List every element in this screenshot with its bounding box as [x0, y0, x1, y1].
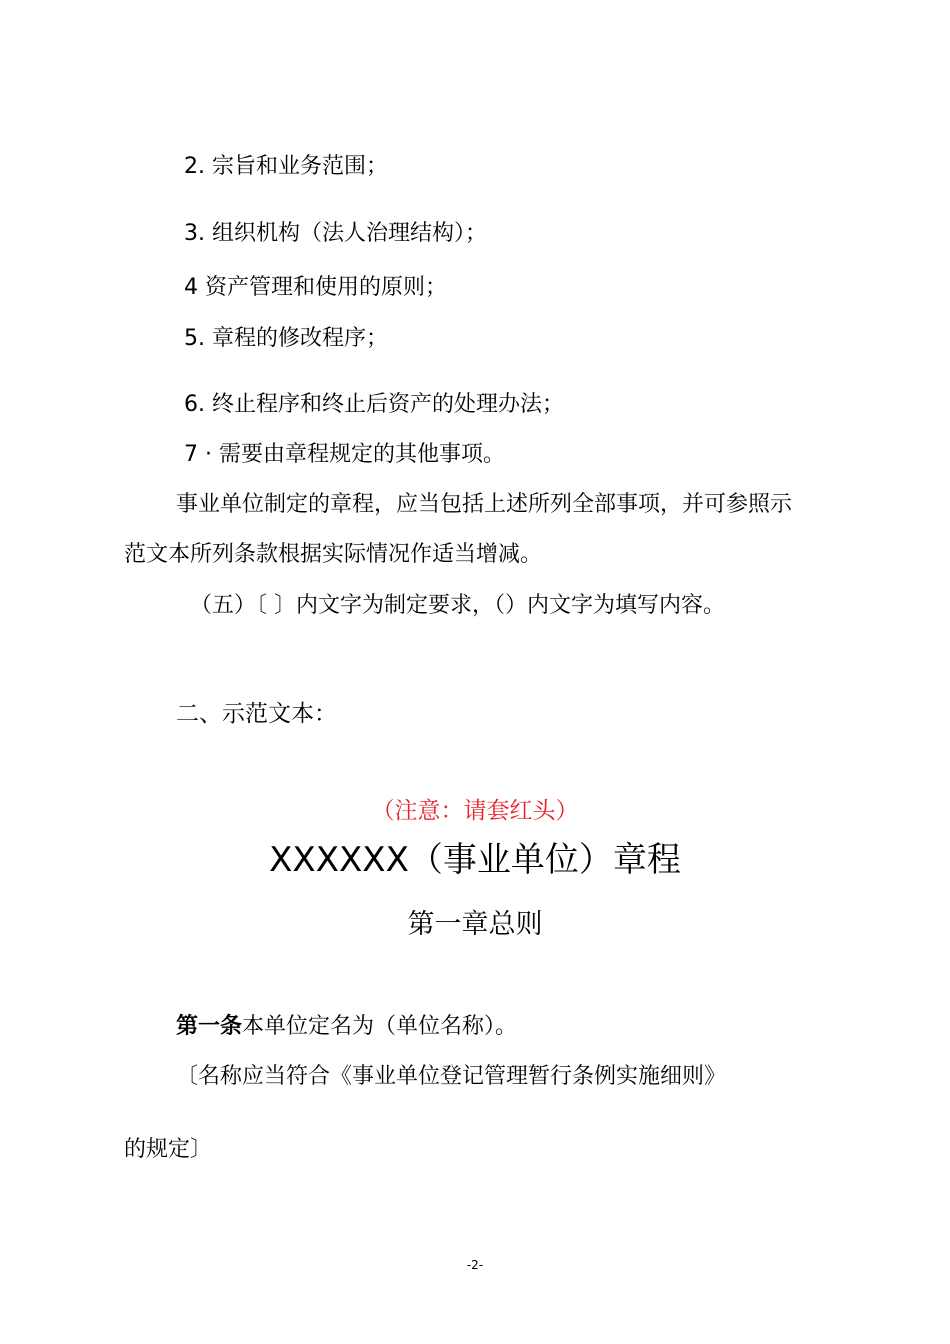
paragraph-line-1: 事业单位制定的章程，应当包括上述所列全部事项，并可参照示 [176, 492, 793, 517]
list-item-amendment: 5. 章程的修改程序； [184, 326, 388, 351]
list-item-purpose: 2. 宗旨和业务范围； [184, 154, 388, 179]
chapter-title: 第一章总则 [407, 909, 543, 940]
article-1-text: 本单位定名为（单位名称）。 [242, 1014, 518, 1039]
list-item-termination: 6. 终止程序和终止后资产的处理办法； [184, 392, 564, 417]
section-heading: 二、示范文本： [176, 701, 337, 727]
requirement-line-1: 〔名称应当符合《事业单位登记管理暂行条例实施细则》 [176, 1064, 727, 1089]
list-item-organization: 3. 组织机构（法人治理结构）； [184, 221, 487, 246]
article-1 [176, 1013, 517, 1041]
list-item-other-matters: 7 · 需要由章程规定的其他事项。 [184, 442, 505, 467]
red-header-notice: （注意：请套红头） [371, 798, 579, 824]
paragraph-line-2: 范文本所列条款根据实际情况作适当增减。 [124, 542, 543, 567]
bracket-note: （五）〔 〕内文字为制定要求，（）内文字为填写内容。 [190, 593, 725, 618]
requirement-line-2: 的规定〕 [124, 1137, 213, 1162]
document-title: XXXXXX（事业单位）章程 [269, 840, 681, 880]
page-number: -2- [466, 1258, 484, 1272]
list-item-asset-management: 4 资产管理和使用的原则； [184, 275, 447, 300]
article-1-label: 第一条 [176, 1014, 243, 1039]
